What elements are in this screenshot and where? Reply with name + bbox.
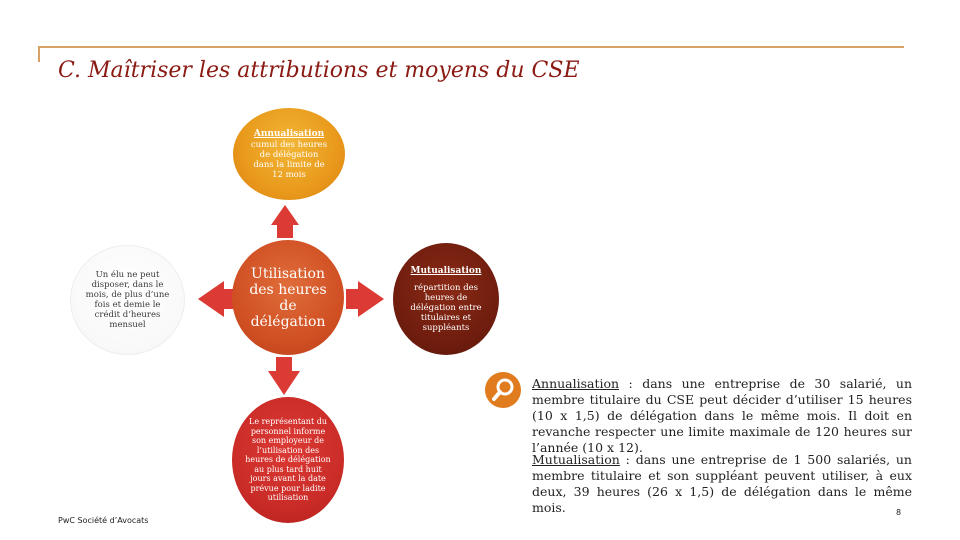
circle-utilisation: [232, 240, 344, 355]
arrow-up-icon: [271, 205, 299, 225]
note-mutualisation-text: : dans une entreprise de 1 500 salariés, un membre titulaire et son suppléant peuvent utiliser, à eux deux, 39 heures (26 x 1,5) de délégation dans le même mois.: [532, 452, 912, 515]
note-mutualisation-label: Mutualisation: [532, 452, 620, 467]
page-title: C. Maîtriser les attributions et moyens du CSE: [58, 58, 580, 83]
arrow-right-icon: [358, 281, 384, 317]
circle-mutualisation-heading: Mutualisation: [410, 265, 482, 276]
circle-annualisation-heading: Annualisation: [253, 128, 325, 139]
title-frame-line: [38, 46, 904, 48]
circle-mutualisation: [393, 243, 499, 355]
arrow-up-stem: [277, 224, 293, 238]
arrow-left-icon: [198, 281, 224, 317]
arrow-down-stem: [276, 357, 292, 372]
circle-limite-mensuelle: [70, 245, 185, 355]
circle-utilisation-text: Utilisation des heures de délégation: [249, 265, 327, 330]
footer-text: PwC Société d’Avocats: [58, 516, 149, 525]
note-annualisation-label: Annualisation: [532, 376, 620, 391]
circle-annualisation: [233, 108, 345, 200]
circle-information: [232, 397, 344, 523]
circle-limite-text: Un élu ne peut disposer, dans le mois, de plus d’une fois et demie le crédit d’heures mensuel: [85, 270, 170, 330]
note-annualisation-text: : dans une entreprise de 30 salarié, un membre titulaire du CSE peut décider d’utiliser 15 heures (10 x 1,5) de délégation dans le même mois. Il doit en revanche respecter une limite maximale de 120 heures sur l’année (10 x 12).: [532, 376, 912, 455]
note-mutualisation: [532, 452, 912, 516]
arrow-right-stem: [346, 289, 359, 309]
magnifier-icon: [485, 372, 521, 408]
circle-annualisation-text: cumul des heures de délégation dans la limite de 12 mois: [250, 139, 328, 180]
note-annualisation: [532, 376, 912, 456]
title-frame-corner: [38, 46, 40, 62]
page-number: 8: [896, 508, 902, 517]
circle-mutualisation-text: répartition des heures de délégation entre titulaires et suppléants: [410, 282, 482, 333]
circle-information-text: Le représentant du personnel informe son employeur de l’utilisation des heures de délégation au plus tard huit jours avant la date prévue pour ladite utilisation: [245, 417, 331, 503]
arrow-down-icon: [268, 371, 300, 395]
